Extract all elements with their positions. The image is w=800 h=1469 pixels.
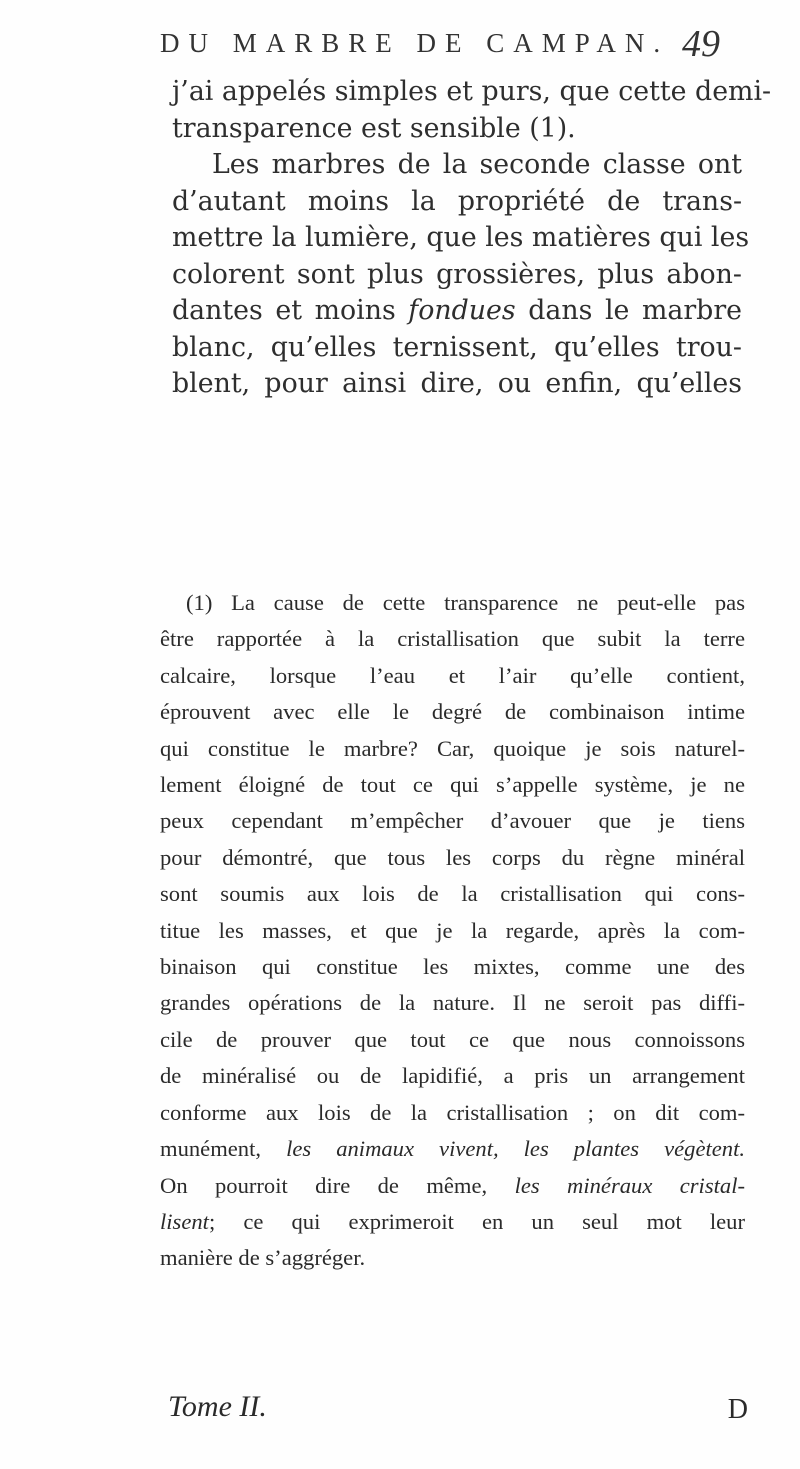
footnote-line: binaison qui constitue les mixtes, comme une des	[160, 954, 745, 980]
signature-mark: D	[727, 1394, 748, 1425]
footnote-line: peux cependant m’empêcher d’avouer que je tiens	[160, 808, 745, 834]
main-line: colorent sont plus grossières, plus abon-	[172, 258, 742, 290]
footnote-line	[160, 1168, 745, 1204]
main-line-segment: dantes et moins	[172, 295, 409, 326]
page-header	[160, 18, 720, 68]
italic-word: lisent	[160, 1208, 209, 1234]
footnote-line: être rapportée à la cristallisation que subit la terre	[160, 626, 745, 652]
main-line-segment: dans le marbre	[515, 295, 742, 326]
footnote-line: conforme aux lois de la cristallisation ; on dit com-	[160, 1099, 745, 1125]
footnote-line: calcaire, lorsque l’eau et l’air qu’elle contient,	[160, 662, 745, 688]
italic-word: fondues	[408, 295, 516, 326]
italic-phrase: les minéraux cristal-	[514, 1172, 745, 1198]
footnote-line: manière de s’aggréger.	[160, 1245, 366, 1271]
page-number: 49	[682, 23, 720, 65]
main-text	[172, 74, 772, 403]
main-line: mettre la lumière, que les matières qui les	[172, 222, 750, 253]
page-footer	[168, 1390, 748, 1430]
footnote-line: de minéralisé ou de lapidifié, a pris un arrangement	[160, 1063, 745, 1089]
italic-phrase: les animaux vivent, les plantes végètent.	[286, 1136, 745, 1162]
footnote-line: pour démontré, que tous les corps du règne minéral	[160, 844, 745, 870]
main-line	[172, 293, 742, 330]
footnote	[160, 585, 745, 1277]
running-title: DU MARBRE DE CAMPAN.	[160, 28, 670, 58]
footnote-line: grandes opérations de la nature. Il ne seroit pas diffi-	[160, 990, 745, 1016]
main-line: transparence est sensible (1).	[172, 112, 576, 144]
footnote-segment: munément,	[160, 1136, 287, 1162]
footnote-line	[160, 1131, 745, 1167]
footnote-line: (1) La cause de cette transparence ne peut-elle pas	[186, 590, 745, 615]
main-line: Les marbres de la seconde classe ont	[212, 149, 742, 180]
footnote-segment: ; ce qui exprimeroit en un seul mot leur	[208, 1208, 745, 1234]
volume-label: Tome II.	[168, 1390, 267, 1423]
footnote-line: titue les masses, et que je la regarde, après la com-	[160, 917, 745, 943]
footnote-line: lement éloigné de tout ce qui s’appelle système, je ne	[160, 772, 745, 798]
footnote-line: cile de prouver que tout ce que nous connoissons	[160, 1026, 745, 1052]
footnote-line	[160, 1204, 745, 1240]
footnote-line: sont soumis aux lois de la cristallisation qui cons-	[160, 881, 745, 907]
footnote-segment: On pourroit dire de même,	[160, 1172, 515, 1198]
main-line: d’autant moins la propriété de trans-	[172, 185, 742, 217]
main-line: blent, pour ainsi dire, ou enfin, qu’elles	[172, 368, 742, 399]
footnote-line: qui constitue le marbre? Car, quoique je sois naturel-	[160, 735, 745, 761]
main-line: j’ai appelés simples et purs, que cette demi-	[172, 76, 772, 107]
footnote-line: éprouvent avec elle le degré de combinaison intime	[160, 699, 745, 725]
main-line: blanc, qu’elles ternissent, qu’elles trou-	[172, 331, 742, 363]
